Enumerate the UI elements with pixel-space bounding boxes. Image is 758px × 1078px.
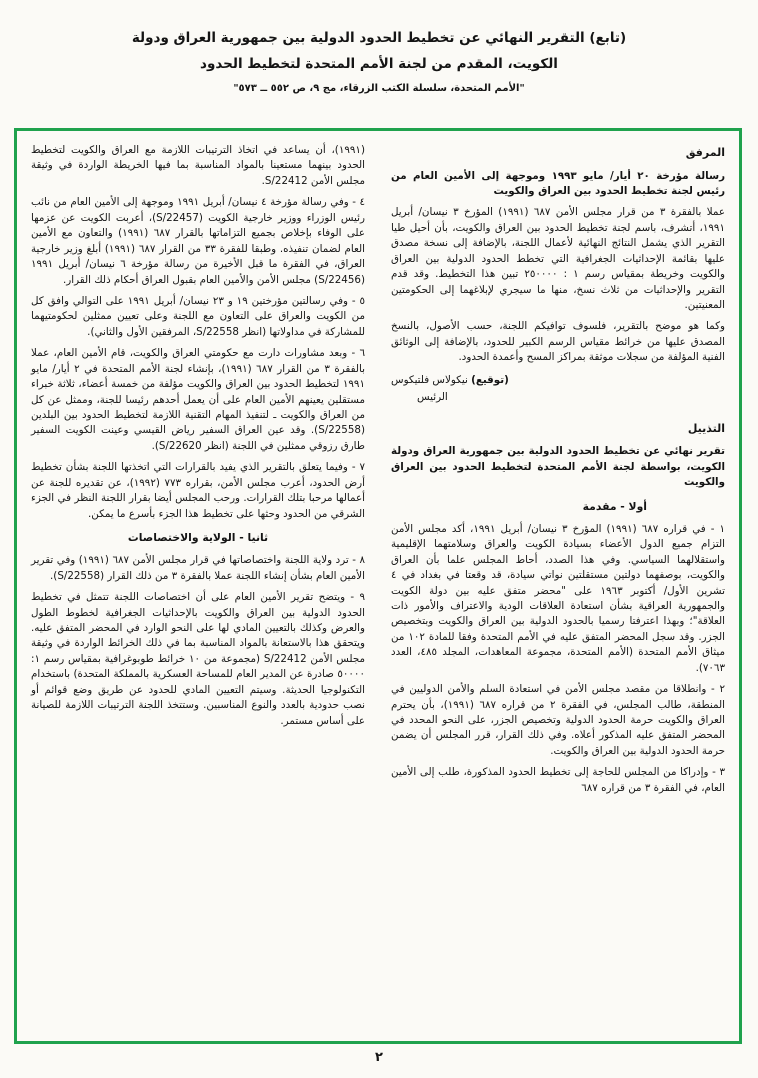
section-1-heading: أولا - مقدمة: [582, 499, 647, 513]
signature-name: نيكولاس فلتيكوس: [391, 373, 468, 386]
paragraph-4: ٤ - وفي رسالة مؤرخة ٤ نيسان/ أبريل ١٩٩١ وموجهة إلى الأمين العام من نائب رئيس الوزراء ووزير خارجية الكويت (S/22457)، أعربت الكويت عن عزمها على الوفاء بإخلاص بجميع التزاماتها بالقرار ٦٨٧ (١٩٩١) والتعاون مع الأمين العام لضمان تنفيذه. وطبقا للفقرة ٣٣ من القرار ٦٨٧ (١٩٩١) أبلغ وزير خارجية العراق، في الفقرة ما قبل الأخيرة من رسالة مؤرخة ٦ نيسان/ أبريل ١٩٩١ (S/22456) مجلس الأمن والأمين العام بقبول العراق أحكام ذلك القرار.: [31, 196, 366, 286]
signature-title: الرئيس: [417, 391, 448, 404]
paragraph-1: ١ - في قراره ٦٨٧ (١٩٩١) المؤرخ ٣ نيسان/ أبريل ١٩٩١، أكد مجلس الأمن التزام جميع الدول الأعضاء بسيادة الكويت والعراق وسلامتهما الإقليمية واستقلالهما السياسي. وفي هذا الصدد، أحاط المجلس علما بأن العراق والكويت، بوصفهما دولتين مستقلتين نواتي سيادة، قد وقعتا في بغداد في ٤ تشرين الأول/ أكتوبر ١٩٦٣ على "محضر متفق عليه بين دولة الكويت والجمهورية العراقية بشأن استعادة العلاقات الودية والاعتراف والأمور ذات العلاقة"؛ وبهذا اعترفتا رسميا بالحدود الدولية بين العراق والكويت وبتخصيص الجزر. وقد سجل المحضر المتفق عليه في الأمم المتحدة وفقا للمادة ١٠٢ من ميثاق الأمم المتحدة (الأمم المتحدة، مجموعة المعاهدات، المجلد ٤٨٥، العدد ٧٠٦٣).: [391, 522, 726, 674]
document-title-line2: الكويت، المقدم من لجنة الأمم المتحدة لتخطيط الحدود: [200, 56, 558, 72]
document-header: [0, 30, 758, 94]
appendix-heading: التذييل: [687, 421, 725, 435]
signature-block: [391, 372, 725, 407]
section-2-heading: ثانيا - الولاية والاختصاصات: [127, 531, 269, 545]
page-number: ٢: [375, 1050, 383, 1065]
signature-line: [391, 372, 725, 390]
annex-heading: المرفق: [685, 146, 725, 159]
appendix-subtitle: تقرير نهائي عن تخطيط الحدود الدولية بين جمهورية العراق ودولة الكويت، بواسطة لجنة الأمم المتحدة لتخطيط الحدود بين العراق والكويت: [391, 445, 725, 489]
annex-paragraph-2: وكما هو موضح بالتقرير، فلسوف توافيكم اللجنة، حسب الأصول، بالنسخ المصدق عليها من خرائط مقياس الرسم الكبير للحدود، بالإضافة إلى الوثائق الفنية المؤلفة من سجلات موثقة بمراكز المسح وأعمدة الحدود.: [391, 320, 725, 364]
paragraph-6: ٦ - وبعد مشاورات دارت مع حكومتي العراق والكويت، قام الأمين العام، عملا بالفقرة ٣ من القرار ٦٨٧ (١٩٩١)، بإنشاء لجنة الأمم المتحدة في ٢ أيار/ مايو ١٩٩١ لتخطيط الحدود بين العراق والكويت مؤلفة من خمسة أعضاء، ثلاثة خبراء مستقلين يعينهم الأمين العام على أن يعمل أحدهم رئيسا للجنة، وممثل عن كل من العراق والكويت ـ لتنفيذ المهام التقنية اللازمة لتخطيط الحدود بين البلدين (S/22558). وقد عين العراق السفير رياض القيسي وعينت الكويت السفير طارق رزوقي ممثلين في اللجنة (انظر S/22620).: [31, 347, 365, 452]
two-column-layout: [31, 143, 725, 1031]
paragraph-9: ٩ - ويتضح تقرير الأمين العام على أن اختصاصات اللجنة تتمثل في تخطيط الحدود الدولية بين العراق والكويت بالإحداثيات الجغرافية لخطوط الطول والعرض وكذلك بالتعيين المادي لها على النحو الوارد في المحضر المتفق عليه. ويتحقق هذا بالاستعانة بالمواد المناسبة بما في ذلك الخرائط الواردة في وثيقة مجلس الأمن S/22412 (مجموعة من ١٠ خرائط طوبوغرافية بمقياس رسم ١: ٥٠٠٠٠ صادرة عن المدير العام للمساحة العسكرية بالمملكة المتحدة) باستخدام التكنولوجيا الحديثة. وسيتم التعيين المادي للحدود عن طريق وضع قوائم أو نصب حدودية بالعدد والنوع المناسبين. وستتخذ اللجنة الترتيبات اللازمة للصيانة على أساس مستمر.: [31, 591, 365, 727]
annex-subtitle: رسالة مؤرخة ٢٠ أيار/ مايو ١٩٩٣ وموجهة إلى الأمين العام من رئيس لجنة تخطيط الحدود بين العراق والكويت: [391, 169, 725, 197]
paragraph-3-start: ٣ - وإدراكا من المجلس للحاجة إلى تخطيط الحدود المذكورة، طلب إلى الأمين العام، في الفقرة ٣ من قراره ٦٨٧: [391, 766, 725, 794]
paragraph-3-continued: (١٩٩١)، أن يساعد في اتخاذ الترتيبات اللازمة مع العراق والكويت لتخطيط الحدود بينهما مستعينا بالمواد المناسبة بما فيها الخريطة الواردة في وثيقة مجلس الأمن S/22412.: [31, 144, 365, 187]
annex-paragraph-1: عملا بالفقرة ٣ من قرار مجلس الأمن ٦٨٧ (١٩٩١) المؤرخ ٣ نيسان/ أبريل ١٩٩١، أتشرف، باسم لجنة تخطيط الحدود بين العراق والكويت، بأن أحيل طيا التقرير الذي يشمل النتائج النهائية لأعمال اللجنة، بالإضافة إلى نسخة مصدق عليها بقائمة الإحداثيات الجغرافية التي تخطط الحدود الدولية بين العراق والكويت وخريطة بمقياس رسم ١ : ٢٥٠٠٠٠ تبين هذا التخطيط. وقد قدم التقرير والإحداثيات من ثلاث نسخ، منها ما سيجري لإبلاغهما إلى الحكومتين المعنيتين.: [391, 206, 726, 311]
paragraph-5: ٥ - وفي رسالتين مؤرختين ١٩ و ٢٣ نيسان/ أبريل ١٩٩١ على التوالي وافق كل من الكويت والعراق على التعاون مع اللجنة وعلى تعيين ممثلين لحكومتيهما للمشاركة في مداولاتها (انظر S/22558، المرفقين الأول والثاني).: [31, 294, 366, 338]
green-border-content-box: [14, 128, 742, 1044]
paragraph-8: ٨ - ترد ولاية اللجنة واختصاصاتها في قرار مجلس الأمن ٦٨٧ (١٩٩١) وفي تقرير الأمين العام بشأن إنشاء اللجنة عملا بالفقرة ٣ من ذلك القرار (S/22558).: [31, 554, 365, 582]
document-source-citation: "الأمم المتحدة، سلسلة الكتب الزرقاء، مج ٩، ص ٥٥٢ ــ ٥٧٣": [233, 83, 525, 94]
right-column: [391, 143, 725, 1031]
paragraph-2: ٢ - وانطلاقا من مقصد مجلس الأمن في استعادة السلم والأمن الدوليين في المنطقة، طالب المجلس، في الفقرة ٢ من قراره ٦٨٧ (١٩٩١)، بأن يحترم العراق والكويت حرمة الحدود الدولية وتخصيص الجزر، على النحو المحدد في المحضر المتفق عليه المذكور أعلاه. وفي ذلك القرار، قرر المجلس أن يضمن حرمة الحدود الدولية بين العراق والكويت.: [391, 683, 725, 757]
paragraph-7: ٧ - وفيما يتعلق بالتقرير الذي يفيد بالقرارات التي اتخذتها اللجنة بشأن تخطيط أرض الحدود، أعرب مجلس الأمن، بقراره ٧٧٣ (١٩٩٢)، عن تقديره للجنة عن أعمالها مرحبا بتلك القرارات. ورحب المجلس أيضا بقرار اللجنة النظر في الجزء الشرقي من الحدود وحثها على تخطيط هذا الجزء بأسرع ما يمكن.: [31, 461, 366, 520]
signature-label: (توقيع): [471, 373, 509, 386]
document-title-line1: (تابع) التقرير النهائي عن تخطيط الحدود الدولية بين جمهورية العراق ودولة: [131, 30, 627, 46]
left-column: [31, 143, 365, 1031]
